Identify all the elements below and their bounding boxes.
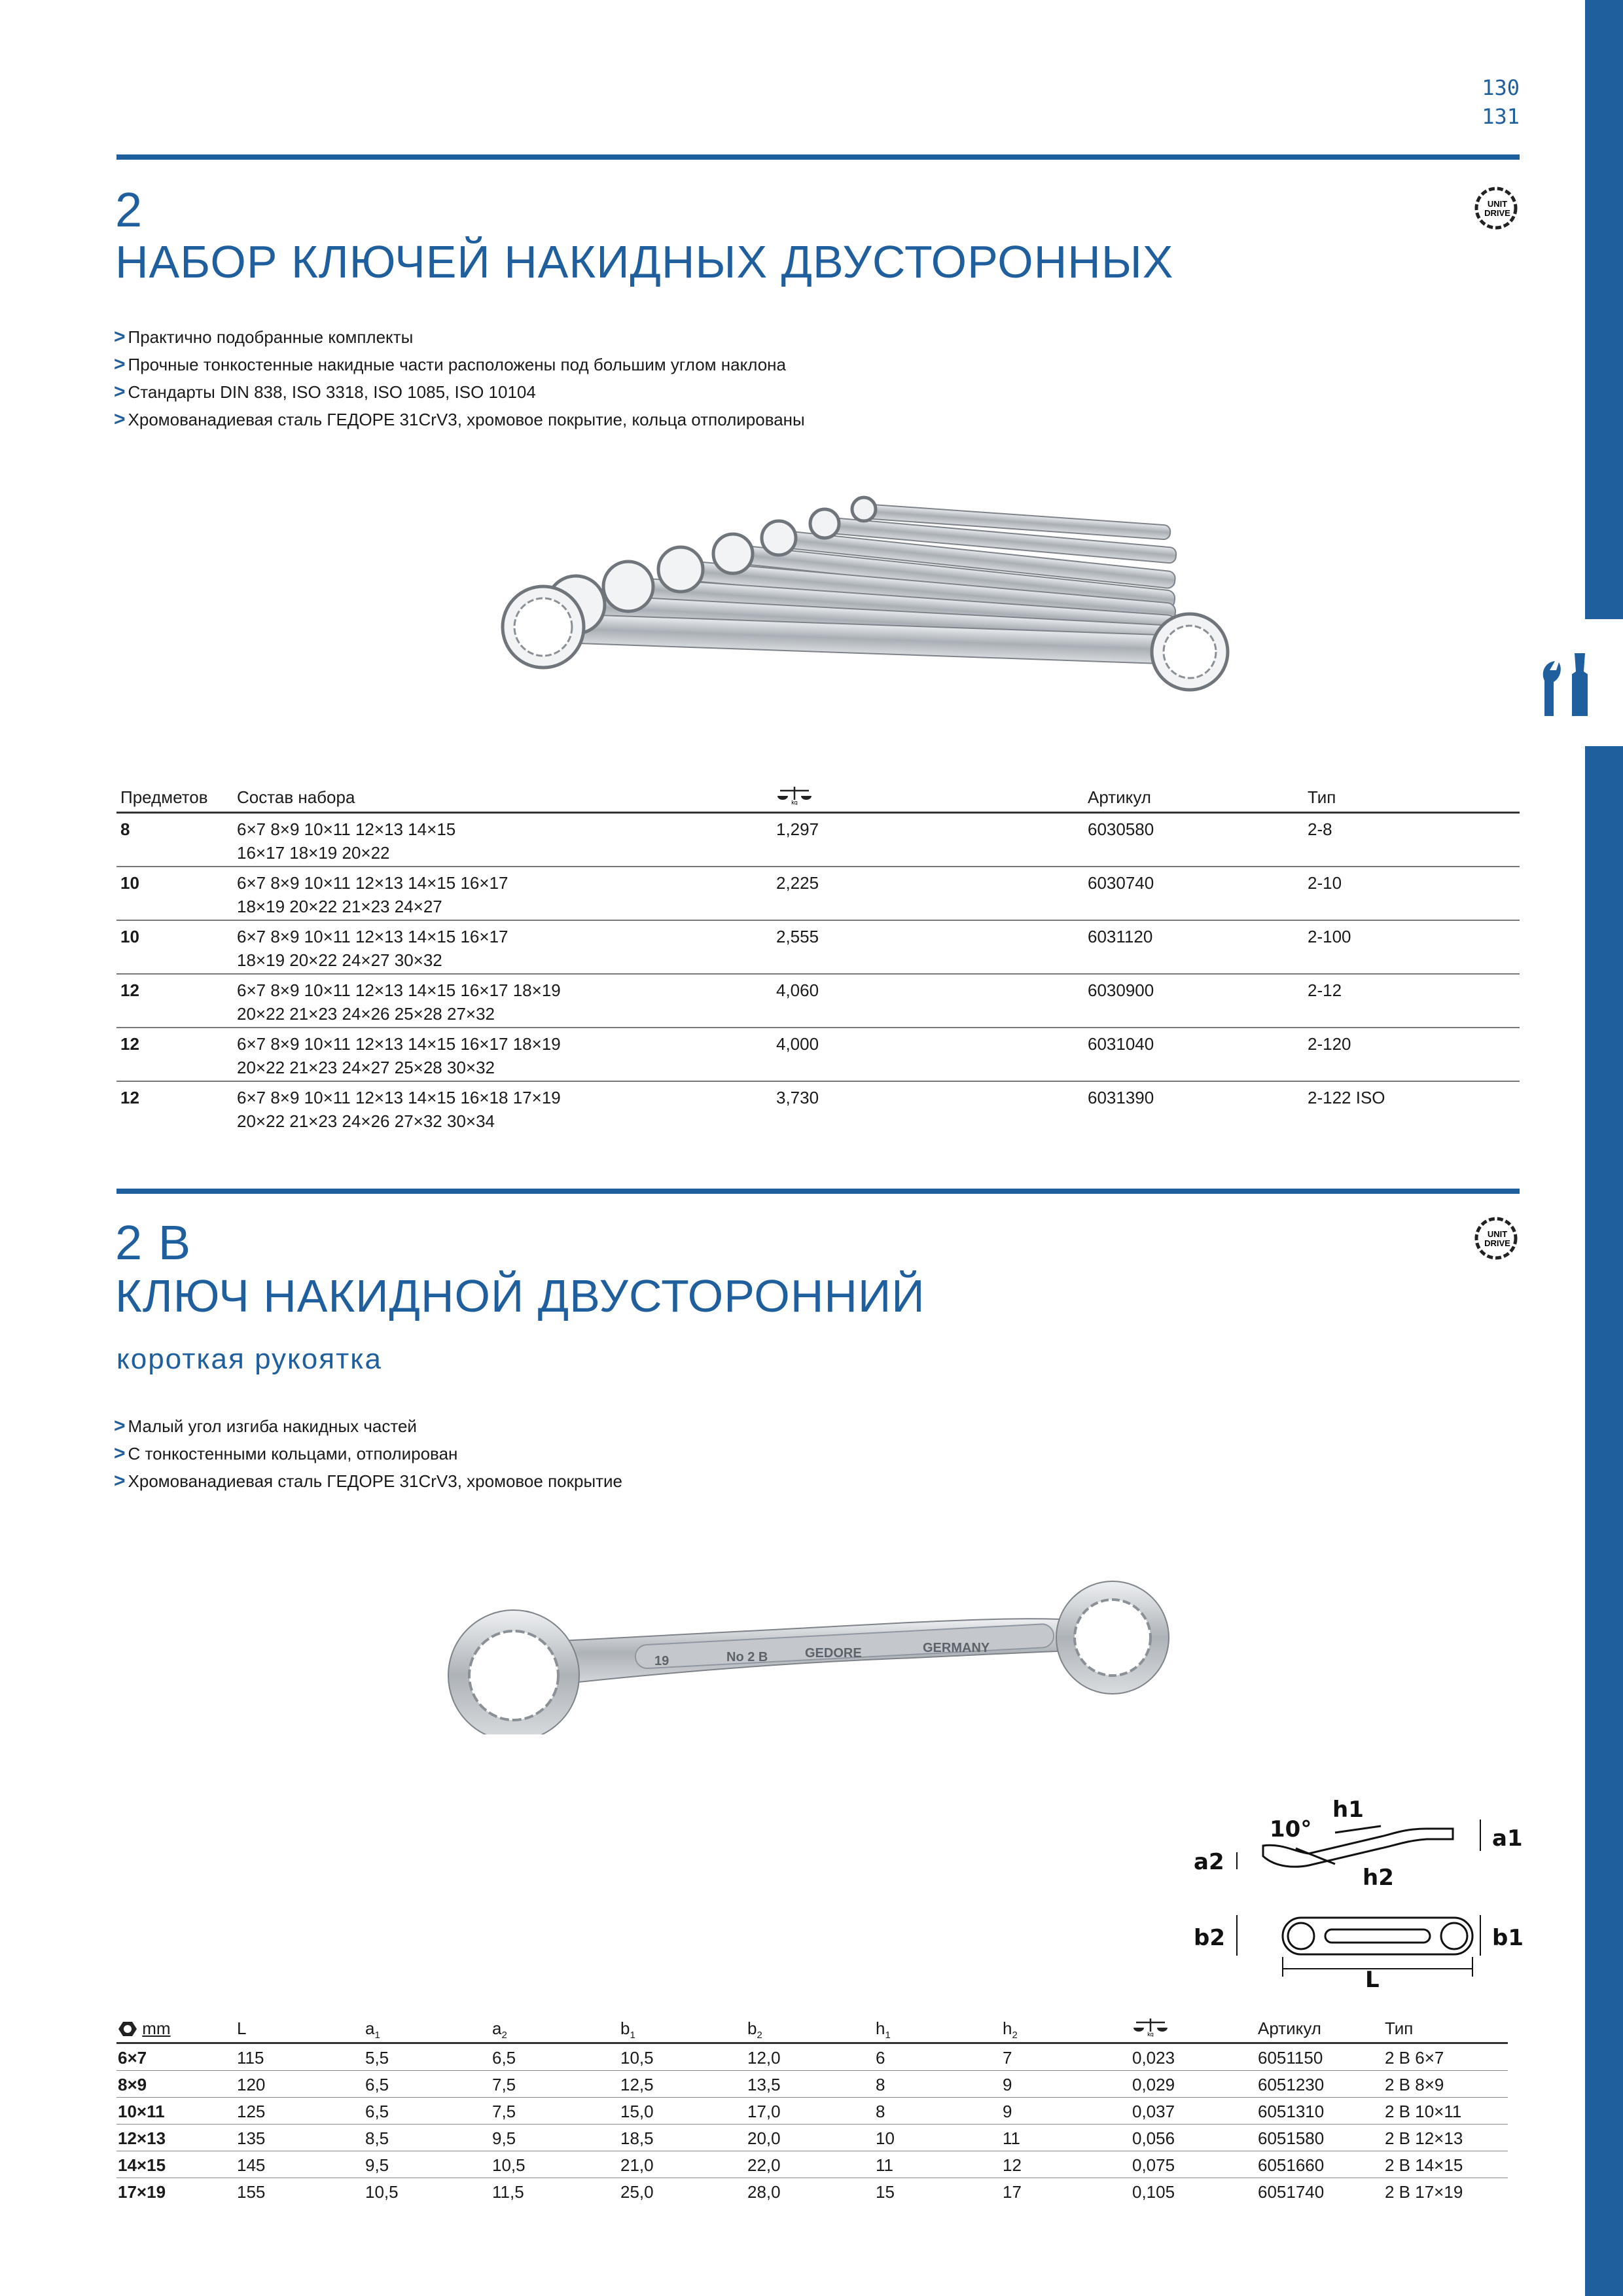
wrench-image (438, 1577, 1191, 1734)
cell-size: 12×13 (118, 2128, 166, 2148)
cell-article: 6051150 (1258, 2048, 1323, 2068)
section-number: 2 B (115, 1215, 192, 1270)
scale-kg-icon (776, 785, 813, 811)
feature-item: > Стандарты DIN 838, ISO 3318, ISO 1085, ISO 10104 (114, 381, 536, 403)
label-a1: a1 (1492, 1825, 1523, 1852)
feature-item: > Хромованадиевая сталь ГЕДОРЕ 31CrV3, хромовое покрытие, кольца отполированы (114, 408, 805, 430)
arrow-bullet-icon: > (114, 1443, 126, 1464)
cell-a2: 11,5 (492, 2182, 524, 2202)
cell-b1: 21,0 (620, 2155, 654, 2175)
cell-a2: 9,5 (492, 2128, 516, 2148)
cell-article: 6031390 (1088, 1088, 1154, 1107)
cell-type: 2-100 (1308, 927, 1351, 946)
wrench-engraving-size: 19 (654, 1654, 669, 1668)
cell-size: 8×9 (118, 2075, 147, 2094)
header-b2: $b_2$ (747, 2018, 762, 2041)
cell-h1: 8 (876, 2102, 885, 2121)
cell-type: 2 B 12×13 (1385, 2128, 1463, 2148)
cell-type: 2 B 14×15 (1385, 2155, 1463, 2175)
table-row (116, 1028, 1520, 1082)
cell-b2: 22,0 (747, 2155, 781, 2175)
arrow-bullet-icon: > (114, 381, 126, 403)
table-row (116, 975, 1520, 1028)
cell-a2: 7,5 (492, 2102, 516, 2121)
cell-h2: 11 (1003, 2128, 1020, 2148)
sidebar-bar-top (1585, 0, 1623, 619)
cell-type: 2-122 ISO (1308, 1088, 1385, 1107)
table-row (116, 1082, 1520, 1134)
cell-article: 6030900 (1088, 980, 1154, 1000)
cell-L: 115 (237, 2048, 264, 2068)
header-h1: $h_1$ (876, 2018, 891, 2041)
cell-weight: 0,029 (1132, 2075, 1175, 2094)
cell-b2: 20,0 (747, 2128, 781, 2148)
wrench-engraving-origin: GERMANY (923, 1641, 990, 1655)
cell-b2: 28,0 (747, 2182, 781, 2202)
table-row (116, 2098, 1508, 2125)
unit-drive-icon (1472, 1215, 1520, 1262)
feature-item: > С тонкостенными кольцами, отполирован (114, 1443, 458, 1464)
cell-weight: 0,075 (1132, 2155, 1175, 2175)
cell-h2: 9 (1003, 2102, 1012, 2121)
cell-weight: 4,000 (776, 1034, 819, 1054)
cell-composition: 6×7 8×9 10×11 12×13 14×15 16×17 18×19 20×22 24×27 30×32 (237, 927, 508, 970)
header-a2: $a_2$ (492, 2018, 507, 2041)
cell-L: 145 (237, 2155, 266, 2175)
cell-article: 6030580 (1088, 819, 1154, 839)
cell-type: 2 B 8×9 (1385, 2075, 1444, 2094)
cell-b1: 10,5 (620, 2048, 654, 2068)
cell-a2: 10,5 (492, 2155, 526, 2175)
header-composition: Состав набора (237, 787, 355, 807)
cell-type: 2-12 (1308, 980, 1342, 1000)
cell-h1: 8 (876, 2075, 885, 2094)
cell-composition: 6×7 8×9 10×11 12×13 14×15 16×17 18×19 20×22 21×23 24×26 25×28 27×32 (237, 980, 561, 1024)
cell-weight: 0,056 (1132, 2128, 1175, 2148)
label-h1: h1 (1332, 1797, 1364, 1823)
cell-a1: 5,5 (365, 2048, 389, 2068)
cell-a1: 10,5 (365, 2182, 399, 2202)
hex-nut-icon (118, 2020, 137, 2037)
cell-b1: 15,0 (620, 2102, 654, 2121)
cell-size: 10×11 (118, 2102, 165, 2121)
cell-b2: 13,5 (747, 2075, 781, 2094)
sidebar-bar-bottom (1585, 746, 1623, 2296)
feature-list (114, 323, 805, 433)
cell-weight: 1,297 (776, 819, 819, 839)
cell-article: 6051740 (1258, 2182, 1325, 2202)
logo-text-drive: DRIVE (1484, 208, 1510, 218)
logo-text-unit: UNIT (1487, 1229, 1508, 1239)
table-row (116, 867, 1520, 921)
cell-article: 6031040 (1088, 1034, 1154, 1054)
arrow-bullet-icon: > (114, 408, 126, 430)
cell-a1: 9,5 (365, 2155, 389, 2175)
table-row (116, 2178, 1508, 2204)
wrench-set-image (497, 484, 1243, 707)
cell-weight: 2,225 (776, 873, 819, 893)
table-row (116, 2044, 1508, 2071)
cell-weight: 0,023 (1132, 2048, 1175, 2068)
table-row (116, 921, 1520, 975)
cell-b2: 17,0 (747, 2102, 781, 2121)
cell-a1: 6,5 (365, 2102, 389, 2121)
label-angle: 10° (1270, 1816, 1312, 1842)
cell-article: 6031120 (1088, 927, 1153, 946)
page-number-left: 130 (1482, 75, 1520, 100)
arrow-bullet-icon: > (114, 353, 126, 375)
cell-h2: 7 (1003, 2048, 1012, 2068)
dimension-diagram (1185, 1780, 1525, 1990)
cell-L: 135 (237, 2128, 266, 2148)
header-a1: $a_1$ (365, 2018, 380, 2041)
header-type: Тип (1385, 2018, 1414, 2038)
cell-article: 6030740 (1088, 873, 1154, 893)
cell-count: 8 (120, 819, 130, 839)
cell-b1: 12,5 (620, 2075, 654, 2094)
cell-count: 12 (120, 980, 139, 1000)
label-h2: h2 (1363, 1865, 1394, 1891)
cell-size: 6×7 (118, 2048, 147, 2068)
arrow-bullet-icon: > (114, 326, 126, 348)
section-subtitle: короткая рукоятка (116, 1343, 382, 1375)
feature-item: > Малый угол изгиба накидных частей (114, 1415, 417, 1437)
cell-a1: 6,5 (365, 2075, 389, 2094)
feature-item: > Практично подобранные комплекты (114, 326, 414, 348)
cell-h1: 10 (876, 2128, 895, 2148)
cell-article: 6051580 (1258, 2128, 1325, 2148)
cell-type: 2 B 17×19 (1385, 2182, 1463, 2202)
feature-item: > Хромованадиевая сталь ГЕДОРЕ 31CrV3, хромовое покрытие (114, 1470, 623, 1492)
section-rule-1 (116, 154, 1520, 160)
cell-article: 6051660 (1258, 2155, 1325, 2175)
cell-type: 2 B 10×11 (1385, 2102, 1462, 2121)
section-number: 2 (115, 183, 144, 237)
cell-b1: 25,0 (620, 2182, 654, 2202)
header-type: Тип (1308, 787, 1336, 807)
cell-a2: 7,5 (492, 2075, 516, 2094)
section-title: НАБОР КЛЮЧЕЙ НАКИДНЫХ ДВУСТОРОННЫХ (115, 236, 1174, 287)
table-header (116, 783, 1520, 814)
wrench-engraving-brand: GEDORE (805, 1646, 862, 1660)
cell-h1: 15 (876, 2182, 895, 2202)
cell-count: 10 (120, 873, 139, 893)
label-b1: b1 (1492, 1925, 1524, 1951)
cell-h2: 9 (1003, 2075, 1012, 2094)
header-b1: $b_1$ (620, 2018, 635, 2041)
cell-weight: 2,555 (776, 927, 819, 946)
header-article: Артикул (1258, 2018, 1321, 2038)
cell-size: 17×19 (118, 2182, 166, 2202)
cell-L: 155 (237, 2182, 266, 2202)
cell-h1: 6 (876, 2048, 885, 2068)
svg-text:kg: kg (1147, 2031, 1154, 2037)
cell-a1: 8,5 (365, 2128, 389, 2148)
table-row (116, 2125, 1508, 2151)
table-row (116, 2071, 1508, 2098)
page-number-right: 131 (1482, 104, 1520, 129)
label-L: L (1365, 1967, 1380, 1990)
cell-type: 2 B 6×7 (1385, 2048, 1444, 2068)
scale-kg-icon (1132, 2017, 1169, 2042)
arrow-bullet-icon: > (114, 1470, 126, 1492)
cell-article: 6051230 (1258, 2075, 1325, 2094)
cell-b2: 12,0 (747, 2048, 781, 2068)
cell-h2: 17 (1003, 2182, 1022, 2202)
cell-count: 12 (120, 1088, 139, 1107)
set-composition-table (116, 783, 1520, 1134)
arrow-bullet-icon: > (114, 1415, 126, 1437)
wrench-specs-table (116, 2016, 1508, 2204)
logo-text-drive: DRIVE (1484, 1238, 1510, 1248)
cell-a2: 6,5 (492, 2048, 516, 2068)
section-title: КЛЮЧ НАКИДНОЙ ДВУСТОРОННИЙ (115, 1270, 925, 1321)
unit-drive-icon (1472, 185, 1520, 232)
svg-text:kg: kg (791, 799, 798, 805)
cell-size: 14×15 (118, 2155, 166, 2175)
page-numbers (1482, 73, 1520, 131)
cell-count: 12 (120, 1034, 139, 1054)
header-size: mm (118, 2017, 171, 2039)
cell-article: 6051310 (1258, 2102, 1325, 2121)
feature-item: > Прочные тонкостенные накидные части расположены под большим углом наклона (114, 353, 786, 375)
label-a2: a2 (1194, 1849, 1224, 1875)
cell-L: 125 (237, 2102, 266, 2121)
feature-list (114, 1412, 622, 1495)
cell-weight: 0,037 (1132, 2102, 1175, 2121)
header-L: L (237, 2018, 247, 2038)
cell-weight: 3,730 (776, 1088, 819, 1107)
cell-type: 2-8 (1308, 819, 1332, 839)
cell-type: 2-10 (1308, 873, 1342, 893)
table-row (116, 814, 1520, 867)
header-h2: $h_2$ (1003, 2018, 1018, 2041)
cell-weight: 0,105 (1132, 2182, 1175, 2202)
cell-weight: 4,060 (776, 980, 819, 1000)
header-article: Артикул (1088, 787, 1151, 807)
cell-h2: 12 (1003, 2155, 1022, 2175)
cell-count: 10 (120, 927, 139, 946)
table-header (116, 2016, 1508, 2044)
cell-composition: 6×7 8×9 10×11 12×13 14×15 16×17 18×19 20×22 21×23 24×27 (237, 873, 508, 916)
cell-h1: 11 (876, 2155, 893, 2175)
label-b2: b2 (1194, 1925, 1225, 1951)
logo-text-unit: UNIT (1487, 199, 1508, 209)
cell-type: 2-120 (1308, 1034, 1351, 1054)
cell-L: 120 (237, 2075, 266, 2094)
cell-b1: 18,5 (620, 2128, 654, 2148)
table-row (116, 2151, 1508, 2178)
cell-composition: 6×7 8×9 10×11 12×13 14×15 16×17 18×19 20×22 21×23 24×27 25×28 30×32 (237, 1034, 561, 1077)
wrench-screwdriver-icon (1535, 648, 1601, 720)
cell-composition: 6×7 8×9 10×11 12×13 14×15 16×18 17×19 20×22 21×23 24×26 27×32 30×34 (237, 1088, 561, 1131)
cell-composition: 6×7 8×9 10×11 12×13 14×15 16×17 18×19 20×22 (237, 819, 456, 863)
section-rule-2 (116, 1189, 1520, 1194)
wrench-engraving-model: No 2 B (726, 1650, 768, 1664)
header-count: Предметов (120, 787, 208, 807)
